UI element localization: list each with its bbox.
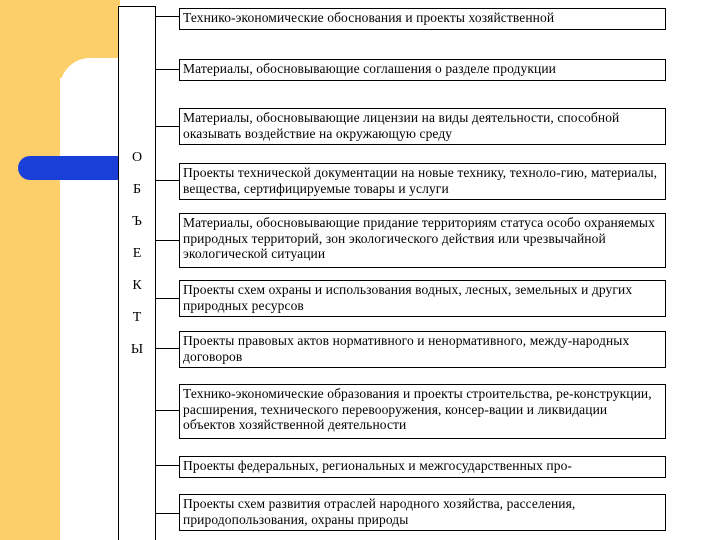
vertical-letter: Е xyxy=(132,246,142,261)
connector-line xyxy=(156,513,179,514)
vertical-letter: Б xyxy=(132,182,142,197)
connector-line xyxy=(156,126,179,127)
connector-line xyxy=(156,69,179,70)
vertical-letter: К xyxy=(132,278,142,293)
object-box-1: Технико-экономические обоснования и проекты хозяйственной xyxy=(179,8,666,30)
connector-line xyxy=(156,348,179,349)
connector-line xyxy=(156,240,179,241)
connector-line xyxy=(156,410,179,411)
vertical-label-objects xyxy=(118,150,156,374)
object-box-9: Проекты федеральных, региональных и межгосударственных про- xyxy=(179,456,666,478)
object-box-7: Проекты правовых актов нормативного и ненормативного, между-народных договоров xyxy=(179,331,666,368)
vertical-letter: Ы xyxy=(130,342,144,357)
vertical-letter: Т xyxy=(132,310,142,325)
object-box-6: Проекты схем охраны и использования водных, лесных, земельных и других природных ресурсов xyxy=(179,280,666,317)
decorative-blue-pill xyxy=(18,156,130,180)
object-box-5: Материалы, обосновывающие придание территориям статуса особо охраняемых природных территорий, зон экологического действия или чрезвычайной экологической ситуации xyxy=(179,213,666,268)
object-box-8: Технико-экономические образования и проекты строительства, ре-конструкции, расширения, технического перевооружения, консер-вации и ликвидации объектов хозяйственной деятельности xyxy=(179,384,666,439)
decorative-rounded-corner xyxy=(60,58,120,118)
object-box-2: Материалы, обосновывающие соглашения о разделе продукции xyxy=(179,59,666,81)
connector-line xyxy=(156,465,179,466)
connector-line xyxy=(156,16,179,17)
object-box-10: Проекты схем развития отраслей народного хозяйства, расселения, природопользования, охраны природы xyxy=(179,494,666,531)
object-box-3: Материалы, обосновывающие лицензии на виды деятельности, способной оказывать воздействие на окружающую среду xyxy=(179,108,666,145)
object-box-4: Проекты технической документации на новые технику, техноло-гию, материалы, вещества, сертифицируемые товары и услуги xyxy=(179,163,666,200)
decorative-left-band xyxy=(0,0,60,540)
connector-line xyxy=(156,180,179,181)
vertical-letter: Ъ xyxy=(132,214,142,229)
vertical-letter: О xyxy=(131,150,143,165)
connector-line xyxy=(156,298,179,299)
